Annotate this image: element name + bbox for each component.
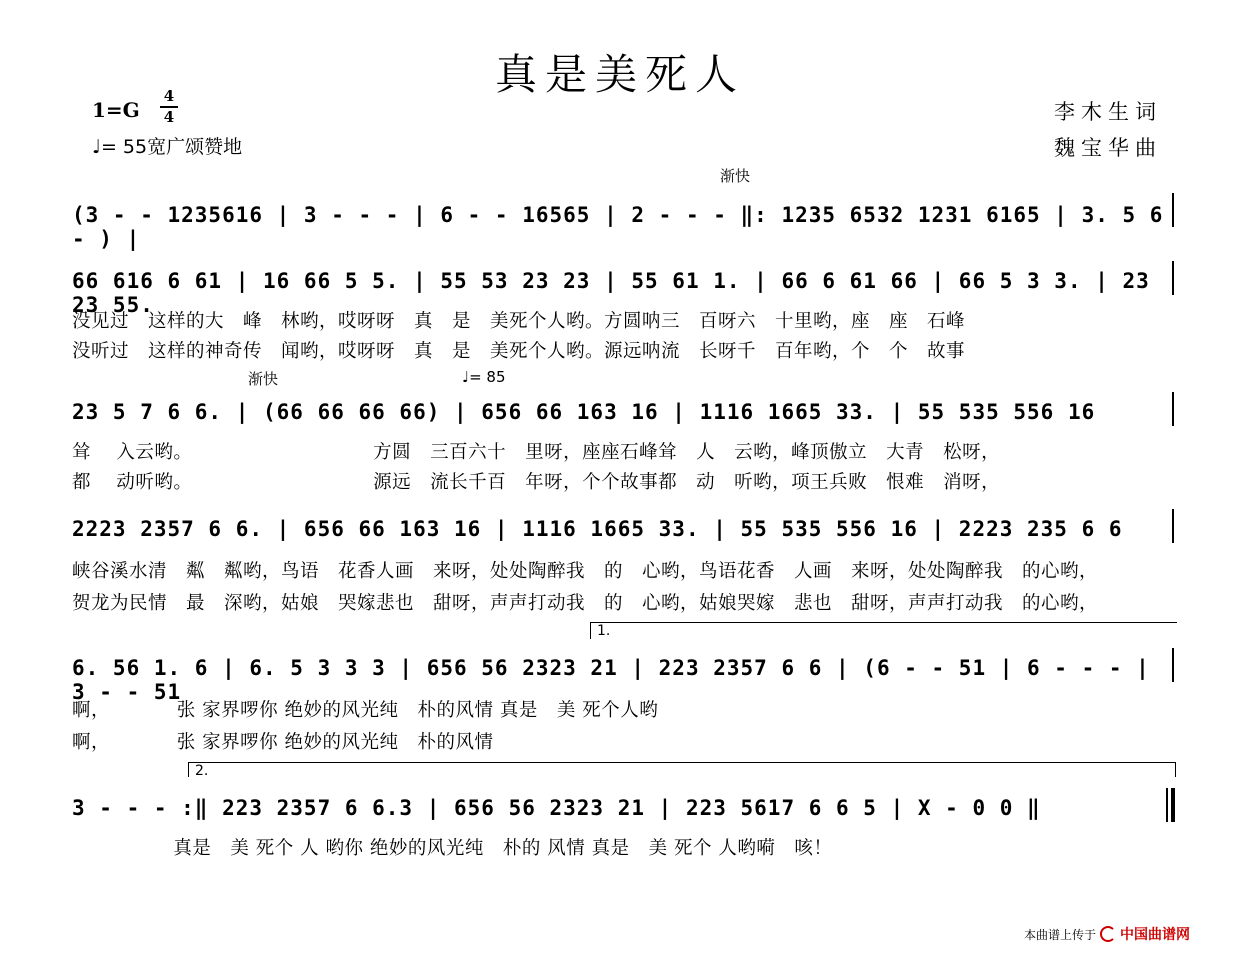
site-name[interactable]: 中国曲谱网	[1120, 927, 1190, 943]
volta-bracket-second: 2.	[188, 762, 1176, 777]
key-signature: 1=G	[92, 98, 140, 122]
notation-line: (3 - - 1235616 | 3 - - - | 6 - - 16565 | 2 - - - ‖: 1235 6532 1231 6165 | 3. 5 6 - ) |	[72, 203, 1164, 251]
score-system-6	[72, 760, 1176, 860]
tempo-mark: 渐快	[720, 167, 751, 185]
lyric-verse-1: 耸 入云哟。 方圆 三百六十 里呀，座座石峰耸 人 云哟，峰顶傲立 大青 松呀，	[72, 442, 1001, 463]
site-logo-icon	[1100, 926, 1116, 942]
lyric-verse-1: 啊， 张 家界啰你 绝妙的风光纯 朴的风情 真是 美 死个人哟	[72, 700, 659, 721]
time-sig-top: 4	[163, 87, 175, 105]
tempo-mark: 渐快	[248, 370, 279, 388]
lyric-verse-1: 峡谷溪水清 粼 粼哟，鸟语 花香人画 来呀，处处陶醉我 的 心哟，鸟语花香 人画 来呀，处处陶醉我 的心哟，	[72, 561, 1099, 582]
lyric-verse-2: 没听过 这样的神奇传 闻哟，哎呀呀 真 是 美死个人哟。源远呐流 长呀千 百年哟，个 个 故事	[72, 341, 966, 362]
footer-text: 本曲谱上传于	[1023, 927, 1096, 942]
score-system-4	[72, 505, 1176, 615]
score-system-3	[72, 368, 1176, 493]
notation-line: 2223 2357 6 6. | 656 66 163 16 | 1116 1665 33. | 55 535 556 16 | 2223 235 6 6	[72, 517, 1123, 541]
tempo-mark: ♩= 85	[462, 368, 506, 386]
notation-line: 3 - - - :‖ 223 2357 6 6.3 | 656 56 2323 21 | 223 5617 6 6 5 | X - 0 0 ‖	[72, 796, 1041, 820]
notation-line: 66 616 6 61 | 16 66 5 5. | 55 53 23 23 | 55 61 1. | 66 6 61 66 | 66 5 3 3. | 23 23 55.	[72, 269, 1150, 317]
lyricist-credit: 李木生词	[1054, 100, 1162, 124]
lyric-verse-2: 贺龙为民情 最 深哟，姑娘 哭嫁悲也 甜呀，声声打动我 的 心哟，姑娘哭嫁 悲也 甜呀，声声打动我 的心哟，	[72, 593, 1099, 614]
notation-line: 6. 56 1. 6 | 6. 5 3 3 3 | 656 56 2323 21 | 223 2357 6 6 | (6 - - 51 | 6 - - - | 3 - - 51	[72, 656, 1150, 704]
score-system-2	[72, 255, 1176, 362]
volta-bracket-first: 1.	[590, 622, 1177, 639]
notation-line: 23 5 7 6 6. | (66 66 66 66) | 656 66 163 16 | 1116 1665 33. | 55 535 556 16	[72, 400, 1096, 424]
time-signature	[160, 88, 178, 126]
composer-credit: 魏宝华曲	[1054, 136, 1162, 160]
time-sig-bottom: 4	[163, 108, 175, 126]
lyric-verse-1: 没见过 这样的大 峰 林哟，哎呀呀 真 是 美死个人哟。方圆呐三 百呀六 十里哟，座 座 石峰	[72, 311, 966, 332]
upload-footer	[1024, 924, 1190, 944]
tempo-marking: ♩= 55宽广颂赞地	[92, 136, 243, 158]
page-title: 真是美死人	[494, 50, 745, 99]
score-system-5	[72, 622, 1176, 752]
lyric-verse-1: 真是 美 死个 人 哟你 绝妙的风光纯 朴的 风情 真是 美 死个 人哟嗬 咳！	[72, 838, 833, 859]
lyric-verse-2: 啊， 张 家界啰你 绝妙的风光纯 朴的风情	[72, 732, 494, 753]
lyric-verse-2: 都 动听哟。 源远 流长千百 年呀，个个故事都 动 听哟，项王兵败 恨难 消呀，	[72, 472, 1001, 493]
score-system-1	[72, 165, 1176, 251]
